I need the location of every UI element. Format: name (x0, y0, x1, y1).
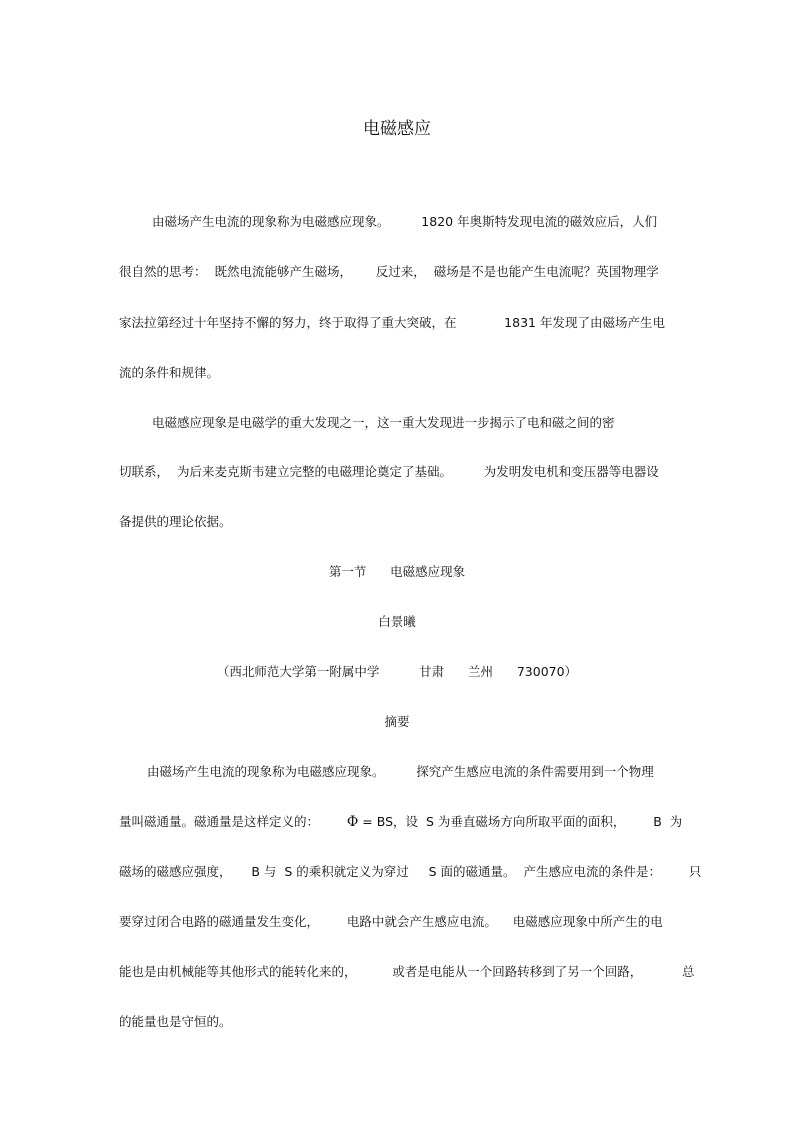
abstract-line-2-start: 量叫磁通量。磁通量是这样定义的： (119, 814, 347, 829)
abstract-line-4: 要穿过闭合电路的磁通量发生变化， 电路中就会产生感应电流。 电磁感应现象中所产生的电 (119, 914, 663, 929)
section-heading: 第一节 电磁感应现象 (328, 564, 466, 579)
phi-symbol: Φ (346, 814, 359, 830)
intro-line-6: 切联系， 为后来麦克斯韦建立完整的电磁理论奠定了基础。 为发明发电机和变压器等电器设 (119, 464, 659, 479)
intro-line-5: 电磁感应现象是电磁学的重大发现之一，这一重大发现进一步揭示了电和磁之间的密 (152, 415, 615, 430)
abstract-line-5: 能也是由机械能等其他形式的能转化来的， 或者是电能从一个回路转移到了另一个回路， 总 (119, 964, 695, 979)
intro-line-1: 由磁场产生电流的现象称为电磁感应现象。 1820 年奥斯特发现电流的磁效应后，人们 (152, 214, 658, 229)
author-affiliation: （西北师范大学第一附属中学 甘肃 兰州 730070） (216, 664, 578, 679)
abstract-line-6: 的能量也是守恒的。 (119, 1014, 232, 1029)
abstract-line-1: 由磁场产生电流的现象称为电磁感应现象。 探究产生感应电流的条件需要用到一个物理 (147, 764, 654, 779)
intro-line-4: 流的条件和规律。 (119, 365, 220, 380)
intro-line-3: 家法拉第经过十年坚持不懈的努力，终于取得了重大突破，在 1831 年发现了由磁场产生电 (119, 315, 665, 330)
abstract-line-2 (119, 814, 683, 830)
intro-line-2: 很自然的思考： 既然电流能够产生磁场， 反过来， 磁场是不是也能产生电流呢？英国物理学 (119, 264, 659, 279)
intro-line-7: 备提供的理论依据。 (119, 514, 232, 529)
document-title: 电磁感应 (363, 119, 431, 139)
abstract-heading: 摘要 (384, 714, 410, 729)
author-name: 白景曦 (378, 614, 416, 629)
abstract-line-3: 磁场的磁感应强度， B 与 S 的乘积就定义为穿过 S 面的磁通量。 产生感应电流的条件是： 只 (119, 864, 702, 879)
abstract-line-2-end: = BS，设 S 为垂直磁场方向所取平面的面积， B 为 (358, 814, 683, 829)
